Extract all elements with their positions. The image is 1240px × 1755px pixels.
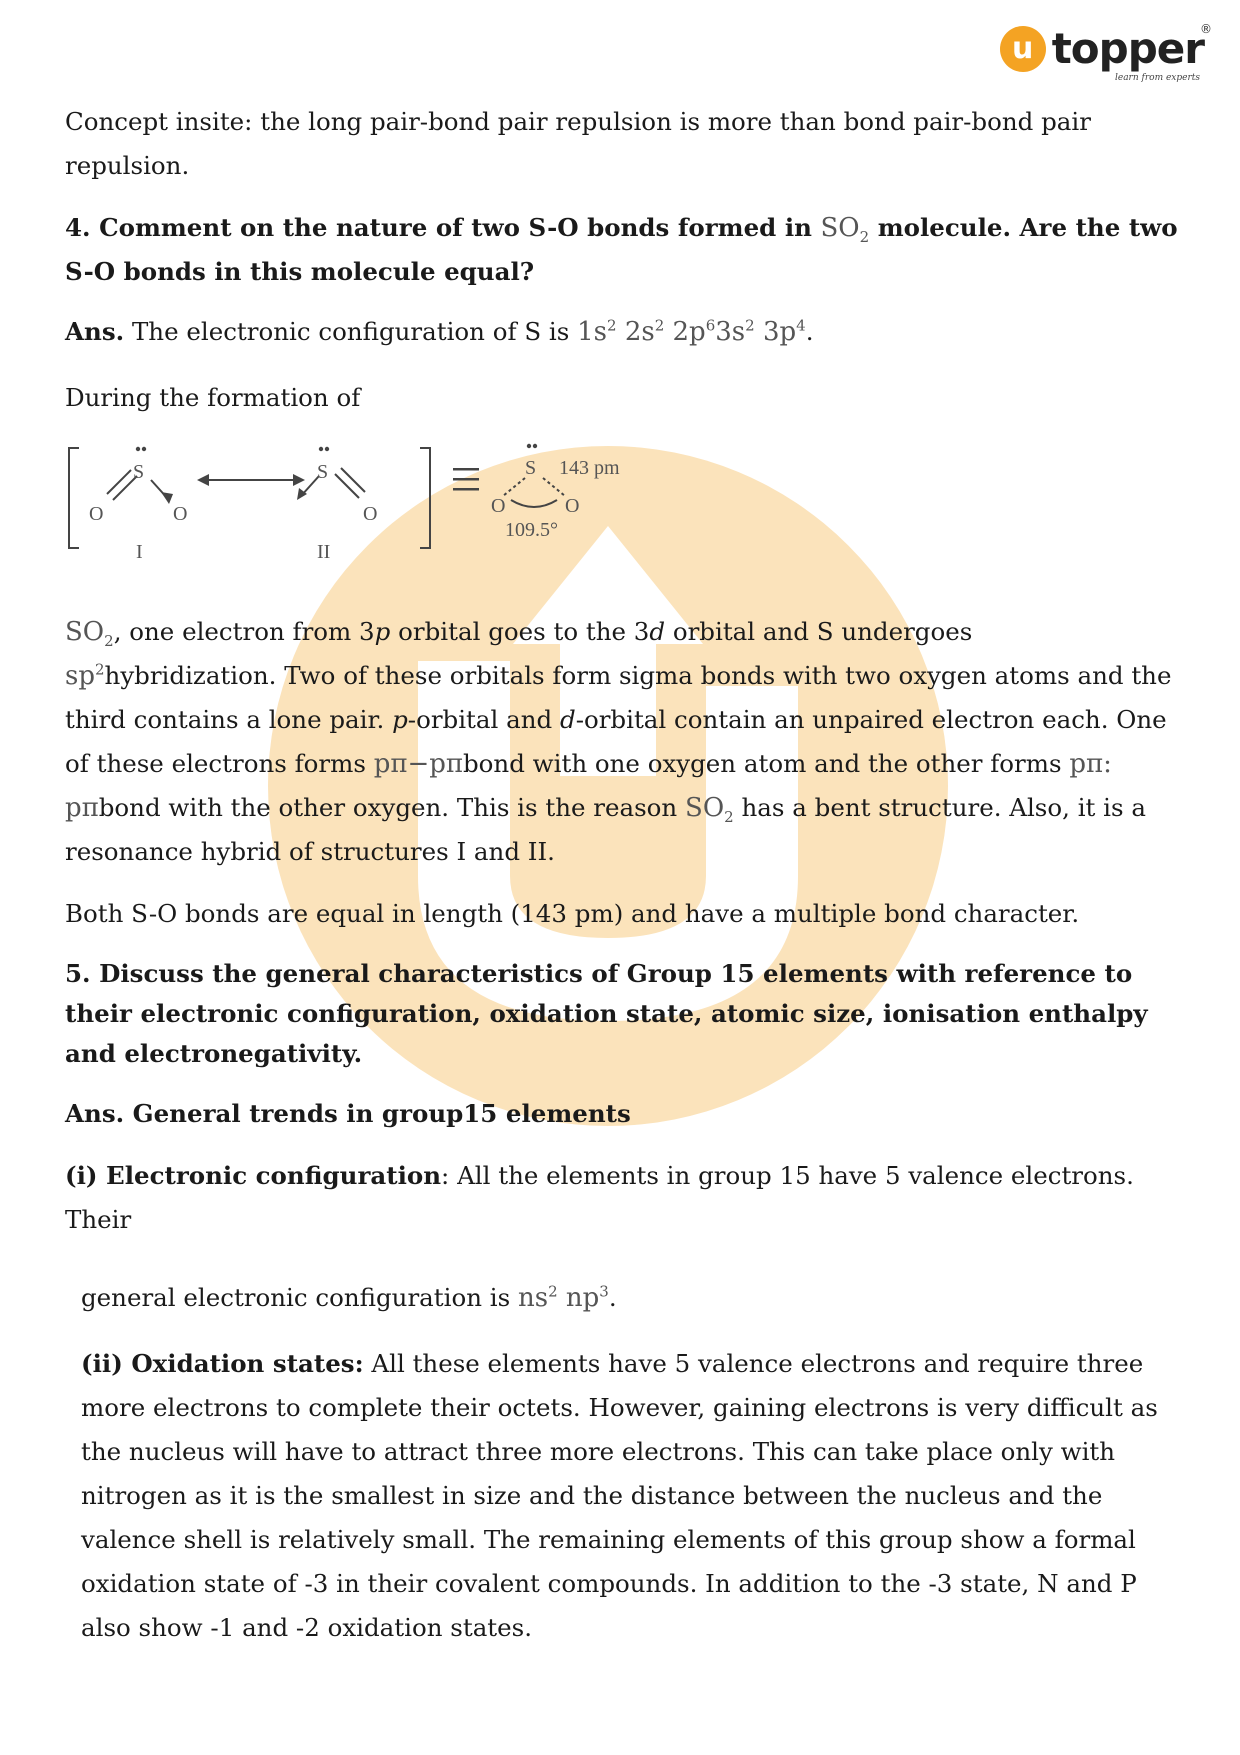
- ans-label: Ans.: [65, 317, 125, 346]
- atom-s-1: S: [133, 461, 145, 483]
- atom-o-1b: O: [173, 503, 188, 525]
- question-5: 5. Discuss the general characteristics of Group 15 elements with reference to their electronic configuration, oxidation state, atomic size, ionisation enthalpy and electronegativity.: [65, 959, 1148, 1068]
- sulfur-config: $1s^2$ $2s^2$ $2p^63s^2$ $3p^4$: [577, 316, 806, 347]
- atom-o-2: O: [363, 503, 378, 525]
- atom-o-1a: O: [89, 503, 104, 525]
- bond-angle-label: 109.5°: [505, 519, 558, 541]
- logo-text: topper: [1051, 24, 1204, 73]
- so2-formula: $SO_2$: [820, 213, 870, 247]
- oxidation-states-para: (ii) Oxidation states: All these elements have 5 valence electrons and require three more electrons to complete their octets. However, gaining electrons is very difficult as the nucleus will have to attract three more electrons. This can take place only with nitrogen as it is the smallest in size and the distance between the nucleus and the valence shell is relatively small. The remaining elements of this group show a formal oxidation state of -3 in their covalent compounds. In addition to the -3 state, N and P also show -1 and -2 oxidation states.: [81, 1349, 1158, 1642]
- electronic-config-para: (i) Electronic configuration: All the elements in group 15 have 5 valence electrons. Their: [65, 1161, 1134, 1234]
- registered-mark: ®: [1200, 22, 1212, 36]
- label-structure-ii: II: [317, 541, 331, 563]
- q4-text-pre: 4. Comment on the nature of two S-O bonds formed in: [65, 213, 812, 242]
- so2-resonance-figure: [65, 430, 1190, 592]
- bond-length-label: 143 pm: [559, 457, 620, 479]
- topper-logo: [1000, 22, 1212, 83]
- p-pi-d-pi-bond: pπ: pπ: [65, 749, 1112, 823]
- question-4: [65, 206, 1190, 294]
- label-structure-i: I: [136, 541, 143, 563]
- during-formation: During the formation of: [65, 383, 361, 412]
- q4-text-post: molecule. Are the two S-O bonds in this molecule equal?: [65, 213, 1178, 286]
- ans-4-text: The electronic configuration of S is: [131, 317, 570, 346]
- logo-u-icon: u: [1000, 26, 1046, 72]
- atom-o-hybrid-a: O: [491, 495, 506, 517]
- atom-s-hybrid: S: [525, 457, 537, 479]
- so2-formula-3: $SO_2$: [685, 793, 734, 827]
- p-pi-p-pi-bond: pπ−pπ: [373, 749, 463, 779]
- so2-formula-2: $SO_2$: [65, 617, 114, 651]
- atom-s-2: S: [317, 461, 329, 483]
- both-bonds-equal: Both S-O bonds are equal in length (143 pm) and have a multiple bond character.: [65, 899, 1080, 928]
- atom-o-hybrid-b: O: [565, 495, 580, 517]
- concept-insite: Concept insite: the long pair-bond pair repulsion is more than bond pair-bond pair repulsion.: [65, 107, 1091, 180]
- so2-explanation: $SO_2$, one electron from 3p orbital goes to the 3d orbital and S undergoes $sp^2hybridization$. Two of these orbitals form sigma bonds with two oxygen atoms and the third contains a lone pair. p-orbital and d-orbital contain an unpaired electron each. One of these electrons forms pπ−pπbond with one oxygen atom and the other forms pπ: pπbond with the other oxygen. This is the reason $SO_2$ has a bent structure. Also, it is a resonance hybrid of structures I and II.: [65, 617, 1172, 866]
- general-config: general electronic configuration is $ns^2$ $np^3$.: [81, 1282, 617, 1313]
- logo-tagline: learn from experts: [1114, 73, 1200, 83]
- ans-5-title: Ans. General trends in group15 elements: [65, 1099, 631, 1128]
- answer-4: Ans. The electronic configuration of S is $1s^2$ $2s^2$ $2p^63s^2$ $3p^4$.: [65, 316, 814, 347]
- ns2-np3: $ns^2$ $np^3$: [517, 1282, 609, 1313]
- sp2-term: $sp^2$: [65, 660, 105, 691]
- page-content: [65, 100, 1190, 1650]
